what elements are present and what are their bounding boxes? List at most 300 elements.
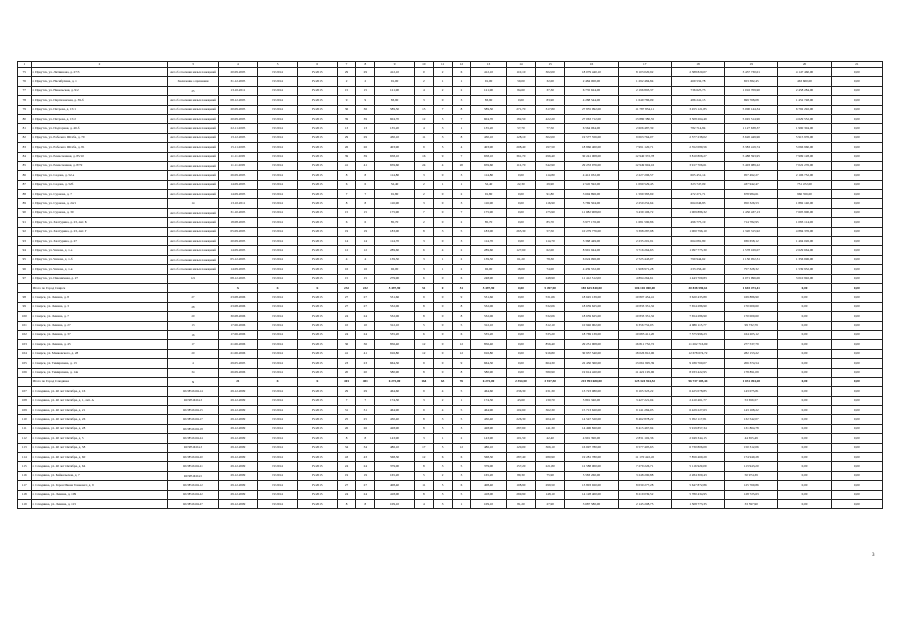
table-cell: 0,00 bbox=[778, 321, 831, 330]
table-cell: 9 bbox=[414, 359, 433, 368]
table-cell: 14 bbox=[337, 237, 356, 246]
table-cell: 486,10 bbox=[375, 443, 415, 452]
table-cell: г. Иркутск, ул. Пшеничная, д. 27 bbox=[31, 274, 168, 283]
table-cell: 5 bbox=[452, 490, 471, 499]
table-cell: 215 993 680,00 bbox=[565, 377, 618, 386]
table-cell: 699 768,08 bbox=[725, 96, 778, 105]
table-cell: 139,50 bbox=[471, 255, 507, 264]
table-cell: IV.2015 bbox=[297, 161, 337, 170]
table-cell: 7 bbox=[452, 152, 471, 161]
table-cell: 1 bbox=[452, 124, 471, 133]
table-cell: 89,30 bbox=[506, 471, 535, 480]
table-cell: 0,00 bbox=[778, 293, 831, 302]
table-cell: 2 145 208,75 bbox=[618, 499, 671, 508]
subtotal-row bbox=[18, 283, 883, 292]
table-cell: IV.2015 bbox=[297, 471, 337, 480]
table-cell: IV.2014 bbox=[258, 274, 298, 283]
table-cell: г. Свирск, ул. Маяковского, д. 28 bbox=[31, 349, 168, 358]
table-cell: 125 324 924,52 bbox=[618, 377, 671, 386]
table-cell: 8 bbox=[356, 434, 375, 443]
table-cell: 7 bbox=[414, 208, 433, 217]
table-cell: 24 bbox=[337, 490, 356, 499]
table-cell: 41 bbox=[356, 161, 375, 170]
document-cell: 121 bbox=[168, 274, 218, 283]
table-cell: 4 147 460,00 bbox=[778, 68, 831, 77]
document-cell: Акт об отселении жилых помещений bbox=[168, 96, 218, 105]
table-cell: 91,00 bbox=[375, 77, 415, 86]
table-cell: 3 bbox=[433, 415, 452, 424]
table-cell: 2 bbox=[337, 77, 356, 86]
table-cell: г. Иркутск, ул. Петрова, д. 15/1 bbox=[31, 105, 168, 114]
table-cell: 0,00 bbox=[831, 237, 882, 246]
table-cell: г. Свирск, ул. Тимирязева, д. 14а bbox=[31, 368, 168, 377]
table-cell: 22,30 bbox=[506, 180, 535, 189]
table-cell: 1 539 932,00 bbox=[778, 265, 831, 274]
table-cell: 5 045 514,96 bbox=[725, 114, 778, 123]
table-cell: 8 bbox=[414, 302, 433, 311]
table-cell: IV.2014 bbox=[258, 462, 298, 471]
table-cell: IV.2014 bbox=[258, 190, 298, 199]
table-cell: 128 725,63 bbox=[725, 490, 778, 499]
table-cell: 10 685 411,20 bbox=[618, 330, 671, 339]
table-cell: 0,00 bbox=[831, 124, 882, 133]
table-row bbox=[18, 396, 883, 405]
table-cell: IV.2014 bbox=[258, 143, 298, 152]
table-cell: IV.2014 bbox=[258, 368, 298, 377]
table-cell: 80 bbox=[18, 114, 32, 123]
table-cell: 0,00 bbox=[831, 340, 882, 349]
table-cell: 8 bbox=[356, 171, 375, 180]
table-cell: 19 bbox=[356, 227, 375, 236]
table-cell: 18 769 139,00 bbox=[565, 330, 618, 339]
table-cell: 3 bbox=[414, 434, 433, 443]
table-cell: 0 bbox=[433, 190, 452, 199]
table-cell: 664 081,80 bbox=[671, 237, 724, 246]
table-cell: 29.12.2009 bbox=[218, 387, 258, 396]
table-cell: 3 383 419,74 bbox=[725, 143, 778, 152]
table-cell: 1 578 169,07 bbox=[725, 246, 778, 255]
table-cell: 4 bbox=[356, 255, 375, 264]
table-cell: 0,00 bbox=[831, 424, 882, 433]
table-cell: г. Свирск, ул. Ленина, д. 37 bbox=[31, 330, 168, 339]
table-cell: 15 bbox=[414, 105, 433, 114]
table-cell: 29 251 908,00 bbox=[565, 340, 618, 349]
table-cell: 10 833 331,32 bbox=[618, 302, 671, 311]
table-cell: г. Иркутск, ул. Сурнова, д. 24/1 bbox=[31, 199, 168, 208]
table-cell: 24 bbox=[337, 462, 356, 471]
table-cell: 0,00 bbox=[831, 293, 882, 302]
table-cell: 135,20 bbox=[471, 124, 507, 133]
table-cell: 362,30 bbox=[536, 406, 565, 415]
table-cell: 76 bbox=[18, 77, 32, 86]
table-cell: 27,90 bbox=[536, 499, 565, 508]
table-cell: 143 075,81 bbox=[725, 387, 778, 396]
table-cell: 165,20 bbox=[471, 471, 507, 480]
document-cell: 17 bbox=[168, 340, 218, 349]
table-cell: 658,10 bbox=[375, 152, 415, 161]
table-cell: 15 bbox=[356, 208, 375, 217]
table-cell: 7 bbox=[433, 105, 452, 114]
table-cell: 77 bbox=[18, 86, 32, 95]
table-cell: 0 bbox=[433, 340, 452, 349]
table-cell: 112,70 bbox=[506, 161, 535, 170]
table-cell: 0,00 bbox=[831, 96, 882, 105]
column-number: 1 bbox=[18, 62, 32, 68]
table-cell: 0,00 bbox=[778, 415, 831, 424]
table-cell: IV.2015 bbox=[297, 302, 337, 311]
table-row bbox=[18, 302, 883, 311]
table-cell: 18 079 440,10 bbox=[565, 68, 618, 77]
table-cell: IV.2014 bbox=[258, 199, 298, 208]
table-cell: 3 437 730,01 bbox=[725, 68, 778, 77]
table-cell: 197,50 bbox=[536, 143, 565, 152]
table-cell: 2 bbox=[433, 471, 452, 480]
table-cell: IV.2015 bbox=[297, 359, 337, 368]
table-cell: 5 bbox=[433, 481, 452, 490]
table-cell: г. Слюдянка, ул. 40 лет Октября, д. 64 bbox=[31, 462, 168, 471]
table-cell: 0,00 bbox=[831, 368, 882, 377]
table-cell: 664 046,83 bbox=[671, 199, 724, 208]
table-cell: 3 bbox=[433, 227, 452, 236]
table-cell: 4 bbox=[414, 499, 433, 508]
document-cell: RU38516104-24 bbox=[168, 434, 218, 443]
table-cell: 83,90 bbox=[471, 96, 507, 105]
table-cell: 532,06 bbox=[375, 312, 415, 321]
table-cell: 05.09.2005 bbox=[218, 227, 258, 236]
table-cell: 12 bbox=[414, 114, 433, 123]
table-cell: 659,60 bbox=[471, 161, 507, 170]
table-cell: 22 450 360,00 bbox=[565, 359, 618, 368]
table-cell: 9 141 284,05 bbox=[618, 406, 671, 415]
table-cell: IV.2015 bbox=[297, 443, 337, 452]
document-cell: X bbox=[168, 377, 218, 386]
table-cell: 12 bbox=[356, 246, 375, 255]
table-cell: г. Слюдянка, ул. 40 лет Октября, д. 26 bbox=[31, 415, 168, 424]
table-cell: 6 bbox=[452, 453, 471, 462]
table-cell: 5 000 144,34 bbox=[725, 105, 778, 114]
table-cell: 19 577 556,00 bbox=[565, 133, 618, 142]
table-cell: 2 bbox=[452, 255, 471, 264]
table-cell: 12 949 904,16 bbox=[618, 161, 671, 170]
table-cell: IV.2015 bbox=[297, 246, 337, 255]
table-cell: 790 944,62 bbox=[671, 255, 724, 264]
table-row bbox=[18, 68, 883, 77]
table-cell: 2 bbox=[433, 396, 452, 405]
table-cell: 1 356 696,00 bbox=[778, 255, 831, 264]
table-cell: 1 bbox=[452, 180, 471, 189]
table-cell: 361,70 bbox=[506, 152, 535, 161]
table-cell: IV.2014 bbox=[258, 124, 298, 133]
table-cell: 30 838 590,61 bbox=[671, 283, 724, 292]
table-cell: 2 629 664,00 bbox=[778, 246, 831, 255]
table-row bbox=[18, 274, 883, 283]
table-cell: 0 bbox=[433, 321, 452, 330]
table-cell: 0,00 bbox=[831, 265, 882, 274]
table-row bbox=[18, 312, 883, 321]
table-cell: 3 bbox=[414, 265, 433, 274]
table-cell: 130,70 bbox=[536, 396, 565, 405]
table-cell: 5 497,90 bbox=[471, 283, 507, 292]
table-cell: 6 bbox=[433, 453, 452, 462]
table-cell: 18 866 400,00 bbox=[565, 143, 618, 152]
table-cell: 08.12.2005 bbox=[218, 274, 258, 283]
table-cell: 6 bbox=[452, 330, 471, 339]
table-cell: 105 bbox=[18, 359, 32, 368]
table-body bbox=[18, 68, 883, 509]
table-cell: 0,00 bbox=[778, 368, 831, 377]
table-cell: 0,00 bbox=[831, 406, 882, 415]
table-cell: 3 917 706,61 bbox=[671, 161, 724, 170]
table-cell: 0 bbox=[433, 359, 452, 368]
table-cell: IV.2015 bbox=[297, 434, 337, 443]
table-cell: 3 620 449,96 bbox=[725, 133, 778, 142]
table-cell: 7 022 276,00 bbox=[778, 161, 831, 170]
table-cell: 4 288 544,00 bbox=[565, 96, 618, 105]
table-cell: 57,70 bbox=[506, 124, 535, 133]
table-cell: 8 462 878,22 bbox=[618, 415, 671, 424]
document-cell: RU38516104-15 bbox=[168, 406, 218, 415]
table-row bbox=[18, 340, 883, 349]
table-cell: 0,00 bbox=[831, 246, 882, 255]
table-cell: 7 bbox=[356, 396, 375, 405]
table-cell: IV.2015 bbox=[297, 96, 337, 105]
table-cell: 226,30 bbox=[506, 415, 535, 424]
table-cell: 8 bbox=[356, 499, 375, 508]
table-cell: 3 694 896,00 bbox=[565, 190, 618, 199]
table-cell: 26 bbox=[337, 143, 356, 152]
column-number: 6 bbox=[297, 62, 337, 68]
table-cell: 408,40 bbox=[375, 481, 415, 490]
table-cell: 1 990 304,00 bbox=[778, 124, 831, 133]
table-cell: 6 356 752,03 bbox=[618, 321, 671, 330]
table-cell: IV.2014 bbox=[258, 490, 298, 499]
table-cell: 53 656,57 bbox=[725, 396, 778, 405]
table-cell: 9 bbox=[433, 152, 452, 161]
table-cell: 936 658,12 bbox=[725, 237, 778, 246]
table-cell: 3 398 287,98 bbox=[618, 227, 671, 236]
table-cell: 84,60 bbox=[506, 86, 535, 95]
table-cell: IV.2015 bbox=[297, 199, 337, 208]
table-cell: IV.2014 bbox=[258, 424, 298, 433]
table-cell: 83,90 bbox=[375, 96, 415, 105]
table-cell: г. Иркутск, ул. Чехова, д. 1-б bbox=[31, 255, 168, 264]
document-cell: 34 bbox=[168, 368, 218, 377]
table-row bbox=[18, 199, 883, 208]
table-cell: IV.2014 bbox=[258, 443, 298, 452]
table-cell: г. Иркутск, ул. Литвинова, д. 27/3 bbox=[31, 68, 168, 77]
document-cell: RU38516104-3 bbox=[168, 396, 218, 405]
table-cell: 127,60 bbox=[506, 246, 535, 255]
table-cell: 39 bbox=[337, 152, 356, 161]
table-cell: IV.2015 bbox=[297, 133, 337, 142]
table-cell: 221,80 bbox=[536, 462, 565, 471]
table-cell: 116,90 bbox=[375, 199, 415, 208]
table-cell: 13.10.2011 bbox=[218, 199, 258, 208]
table-cell: 8 bbox=[414, 312, 433, 321]
table-cell: г. Слюдянка, ул. 40 лет Октября, д. 5 bbox=[31, 434, 168, 443]
table-cell: 3 bbox=[414, 396, 433, 405]
document-cell: 25 bbox=[168, 86, 218, 95]
table-cell: 16 697 780,00 bbox=[565, 443, 618, 452]
table-cell: IV.2014 bbox=[258, 77, 298, 86]
table-cell: 8 bbox=[414, 462, 433, 471]
table-cell: 6 bbox=[414, 274, 433, 283]
table-cell: 131 864,78 bbox=[725, 424, 778, 433]
table-cell: 2 388 820,07 bbox=[671, 68, 724, 77]
table-cell: 115 bbox=[18, 462, 32, 471]
table-cell: 119 bbox=[18, 499, 32, 508]
document-cell: Акт об отселении жилых помещений bbox=[168, 152, 218, 161]
table-cell: 532,06 bbox=[471, 312, 507, 321]
table-cell: 52,40 bbox=[471, 180, 507, 189]
table-cell: 16 811 732,72 bbox=[618, 340, 671, 349]
table-cell: 1 599 383,69 bbox=[618, 190, 671, 199]
table-cell: 107 bbox=[18, 387, 32, 396]
table-cell: 92,00 bbox=[375, 265, 415, 274]
table-cell: 42,40 bbox=[536, 434, 565, 443]
table-cell: 3 bbox=[433, 499, 452, 508]
table-cell: 81 bbox=[18, 124, 32, 133]
table-cell: г. Свирск, ул. Тимирязева, д. 13 bbox=[31, 359, 168, 368]
table-cell: 98 bbox=[18, 293, 32, 302]
table-cell: 2 bbox=[414, 190, 433, 199]
document-cell: Акт об отселении жилых помещений bbox=[168, 237, 218, 246]
table-cell: 3 917,50 bbox=[536, 377, 565, 386]
table-cell: 0,00 bbox=[831, 161, 882, 170]
document-cell: 14 bbox=[168, 199, 218, 208]
table-cell: 6 792 292,00 bbox=[778, 105, 831, 114]
table-cell: 24 bbox=[356, 312, 375, 321]
table-cell: 580,90 bbox=[536, 368, 565, 377]
table-cell: 418,00 bbox=[471, 490, 507, 499]
table-cell: г. Слюдянка, ул. 40 лет Октября, д. 28 bbox=[31, 424, 168, 433]
table-cell: 8 bbox=[414, 415, 433, 424]
table-cell: X bbox=[218, 283, 258, 292]
table-cell: 26 bbox=[356, 424, 375, 433]
table-row bbox=[18, 481, 883, 490]
table-cell: 0,00 bbox=[506, 274, 535, 283]
document-cell: 16 bbox=[168, 330, 218, 339]
column-number: 11 bbox=[433, 62, 452, 68]
table-cell: 29.12.2009 bbox=[218, 434, 258, 443]
document-cell: Акт об отселении жилых помещений bbox=[168, 143, 218, 152]
table-cell: 8 bbox=[337, 199, 356, 208]
table-cell: 11 bbox=[414, 481, 433, 490]
table-cell: 6 bbox=[452, 274, 471, 283]
table-cell: IV.2014 bbox=[258, 330, 298, 339]
table-cell: 117 bbox=[18, 481, 32, 490]
table-cell: 0,00 bbox=[506, 283, 535, 292]
table-cell: 51 bbox=[414, 283, 433, 292]
table-cell: 10 946 902,00 bbox=[565, 321, 618, 330]
table-cell: 0,00 bbox=[831, 114, 882, 123]
table-cell: 5 919 857,34 bbox=[671, 424, 724, 433]
table-cell: 0,00 bbox=[831, 180, 882, 189]
table-cell: IV.2014 bbox=[258, 453, 298, 462]
table-cell: 3 bbox=[414, 171, 433, 180]
table-cell: г. Свирск, ул. Ленина, д. 27 bbox=[31, 321, 168, 330]
table-cell: 174 949,28 bbox=[725, 453, 778, 462]
table-cell: 464,90 bbox=[471, 406, 507, 415]
table-row bbox=[18, 86, 883, 95]
table-cell: г. Свирск, ул. Ленина, д. 3 bbox=[31, 302, 168, 311]
table-cell: IV.2015 bbox=[297, 77, 337, 86]
table-cell: 0 bbox=[414, 68, 433, 77]
document-cell: Акт об отселении жилых помещений bbox=[168, 190, 218, 199]
table-cell: 2 354,50 bbox=[506, 377, 535, 386]
table-cell: 233 256,40 bbox=[671, 265, 724, 274]
table-cell: 464,60 bbox=[471, 387, 507, 396]
table-cell: 89 bbox=[18, 199, 32, 208]
table-cell: 5 bbox=[452, 387, 471, 396]
table-cell: 6 272,00 bbox=[375, 377, 415, 386]
document-cell: Акт об отселении жилых помещений bbox=[168, 265, 218, 274]
table-cell: 9 577 405,63 bbox=[618, 443, 671, 452]
table-cell: 0,00 bbox=[506, 359, 535, 368]
table-cell: 114,70 bbox=[471, 237, 507, 246]
table-cell: 150 312,06 bbox=[725, 443, 778, 452]
table-cell: 20 bbox=[356, 368, 375, 377]
table-cell: 1 450 437,13 bbox=[725, 208, 778, 217]
table-cell: 0,00 bbox=[778, 377, 831, 386]
table-cell: 11.11.2005 bbox=[218, 161, 258, 170]
table-cell: 0,00 bbox=[506, 96, 535, 105]
table-cell: 664,30 bbox=[375, 359, 415, 368]
table-row bbox=[18, 453, 883, 462]
table-cell: 3 bbox=[414, 199, 433, 208]
table-cell: 30 241 008,00 bbox=[565, 152, 618, 161]
table-cell: 110 bbox=[18, 415, 32, 424]
table-cell: Итого по Город Свирск bbox=[31, 283, 168, 292]
table-cell: 14.09.2005 bbox=[218, 180, 258, 189]
document-cell: RU38516104-18 bbox=[168, 424, 218, 433]
table-cell: 14.09.2005 bbox=[218, 246, 258, 255]
table-cell: 0,00 bbox=[831, 387, 882, 396]
table-cell: IV.2014 bbox=[258, 114, 298, 123]
table-cell: г. Иркутск, ул. Ремесленная, д. 85/10 bbox=[31, 152, 168, 161]
table-cell: 1 882 140,00 bbox=[778, 199, 831, 208]
table-cell: 0,00 bbox=[778, 443, 831, 452]
table-cell: 9 bbox=[414, 406, 433, 415]
table-row bbox=[18, 434, 883, 443]
table-cell: 0,00 bbox=[831, 481, 882, 490]
table-cell: 13 bbox=[337, 124, 356, 133]
table-cell: 1 bbox=[433, 265, 452, 274]
table-row bbox=[18, 462, 883, 471]
table-row bbox=[18, 443, 883, 452]
table-cell: 531,66 bbox=[375, 293, 415, 302]
table-cell: 317,80 bbox=[536, 105, 565, 114]
table-cell: 1 bbox=[433, 77, 452, 86]
table-cell: IV.2014 bbox=[258, 246, 298, 255]
table-cell: 418,00 bbox=[375, 490, 415, 499]
table-cell: IV.2014 bbox=[258, 471, 298, 480]
table-cell: IV.2015 bbox=[297, 349, 337, 358]
table-cell: IV.2015 bbox=[297, 415, 337, 424]
table-cell: 26 bbox=[337, 424, 356, 433]
table-cell: 5 915 976,00 bbox=[778, 133, 831, 142]
table-cell: 14 496 820,00 bbox=[565, 424, 618, 433]
table-cell: 0,00 bbox=[506, 218, 535, 227]
document-cell: RU38516104-27 bbox=[168, 499, 218, 508]
table-cell: 4 bbox=[414, 86, 433, 95]
table-cell: 0,00 bbox=[778, 359, 831, 368]
table-cell: 84 bbox=[18, 152, 32, 161]
table-cell: 12 bbox=[452, 349, 471, 358]
table-cell: 25 bbox=[356, 415, 375, 424]
table-cell: 92 bbox=[18, 227, 32, 236]
table-cell: 62,00 bbox=[536, 246, 565, 255]
